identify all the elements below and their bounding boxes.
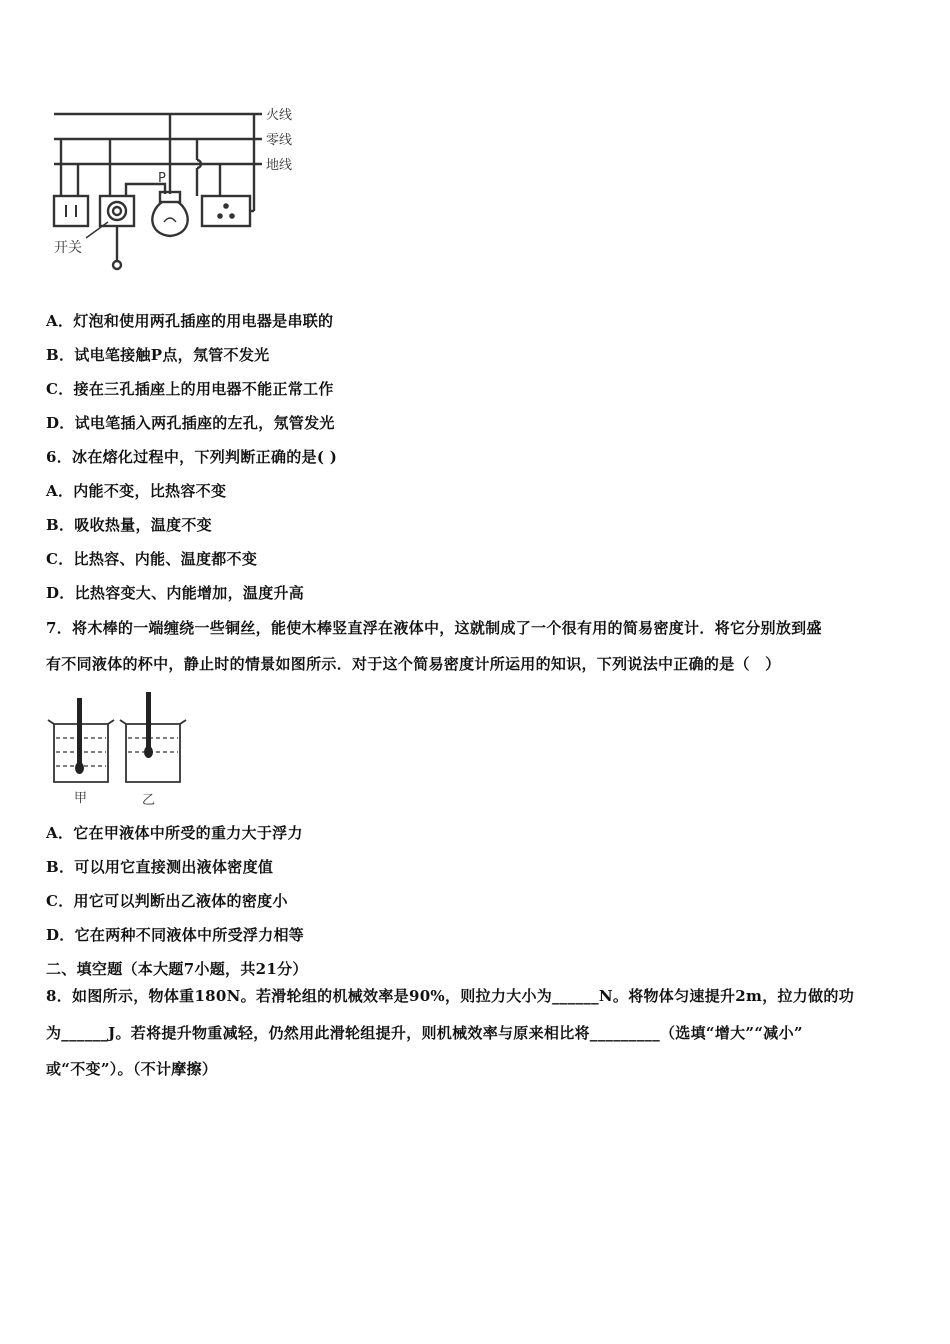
q5-option-a: A．灯泡和使用两孔插座的用电器是串联的 [46,312,334,330]
stick-jia [77,698,82,768]
three-hole-socket [202,196,250,226]
hydrometer-figure [44,690,194,810]
section-title: 二、填空题（本大题7小题，共21分） [46,960,308,978]
q6-option-d: D．比热容变大、内能增加，温度升高 [46,584,305,602]
q7-option-a: A．它在甲液体中所受的重力大于浮力 [46,824,303,842]
q7-option-c: C．用它可以判断出乙液体的密度小 [46,892,288,910]
circuit-diagram [40,100,320,280]
point-p-label: P [158,171,166,186]
label-jia: 甲 [74,791,88,806]
q5-option-d: D．试电笔插入两孔插座的左孔，氖管发光 [46,414,335,432]
q7-stem-line2: 有不同液体的杯中，静止时的情景如图所示．对于这个简易密度计所运用的知识，下列说法中正确的是（ ） [46,655,781,673]
beaker-yi [120,720,186,782]
q7-option-b: B．可以用它直接测出液体密度值 [46,858,274,876]
q8-line3: 或“不变”）。（不计摩擦） [46,1060,218,1078]
label-yi: 乙 [142,793,156,808]
q5-option-b: B．试电笔接触P点，氖管不发光 [46,346,270,364]
bulb [152,202,187,236]
q5-option-c: C．接在三孔插座上的用电器不能正常工作 [46,380,334,398]
q6-option-c: C．比热容、内能、温度都不变 [46,550,258,568]
switch-box [100,196,134,226]
ground-label: 地线 [266,158,293,173]
neutral-label: 零线 [266,133,293,148]
q6-stem: 6．冰在熔化过程中，下列判断正确的是( ) [46,448,338,466]
q7-stem-line1: 7．将木棒的一端缠绕一些铜丝，能使木棒竖直浮在液体中，这就制成了一个很有用的简易密度计．将它分别放到盛 [46,619,822,637]
q6-option-b: B．吸收热量，温度不变 [46,516,212,534]
q8-line2: 为______J。若将提升物重减轻，仍然用此滑轮组提升，则机械效率与原来相比将_________（选填“增大”“减小” [46,1024,803,1042]
q6-option-a: A．内能不变，比热容不变 [46,482,227,500]
switch-label: 开关 [54,240,82,256]
two-hole-socket [54,196,88,226]
q8-line1: 8．如图所示，物体重180N。若滑轮组的机械效率是90%，则拉力大小为______N。将物体匀速提升2m，拉力做的功 [46,987,855,1005]
stick-yi [146,692,151,752]
live-label: 火线 [266,108,293,123]
q7-option-d: D．它在两种不同液体中所受浮力相等 [46,926,305,944]
